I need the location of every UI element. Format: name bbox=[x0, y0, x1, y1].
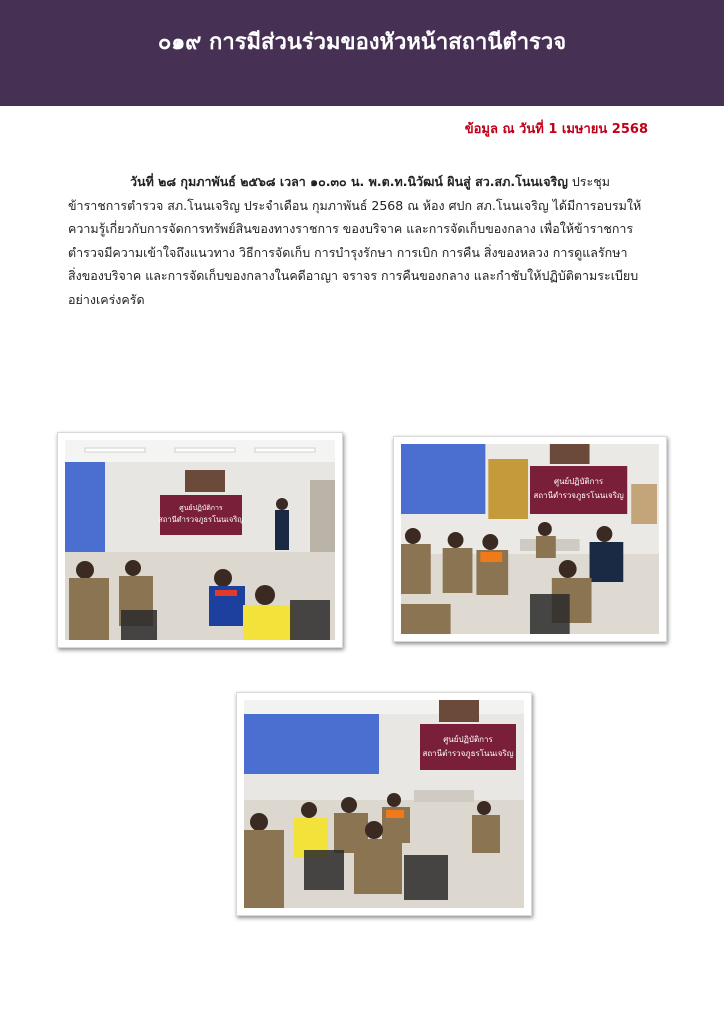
photo-2-sign-line1: ศูนย์ปฏิบัติการ bbox=[554, 476, 604, 487]
article-paragraph bbox=[68, 170, 658, 311]
meeting-photo-3 bbox=[236, 692, 532, 916]
photo-3-sign-line2: สถานีตำรวจภูธรโนนเจริญ bbox=[422, 749, 514, 758]
meeting-photo-1-image bbox=[65, 440, 335, 640]
meeting-photo-1 bbox=[57, 432, 343, 648]
photo-1-sign-line1: ศูนย์ปฏิบัติการ bbox=[179, 504, 223, 512]
photo-1-sign-line2: สถานีตำรวจภูธรโนนเจริญ bbox=[158, 515, 244, 524]
meeting-photo-2-image bbox=[401, 444, 659, 634]
meeting-photo-2 bbox=[393, 436, 667, 642]
data-date-note: ข้อมูล ณ วันที่ 1 เมษายน 2568 bbox=[464, 122, 648, 137]
article-lead: วันที่ ๒๘ กุมภาพันธ์ ๒๕๖๘ เวลา ๑๐.๓๐ น. พ.ต.ท.นิวัฒน์ ผินสู่ สว.สภ.โนนเจริญ bbox=[130, 174, 568, 189]
page-title: ๐๑๙ การมีส่วนร่วมของหัวหน้าสถานีตำรวจ bbox=[157, 30, 567, 55]
article-text: ประชุมข้าราชการตำรวจ สภ.โนนเจริญ ประจำเดือน กุมภาพันธ์ 2568 ณ ห้อง ศปก สภ.โนนเจริญ ได้มีการอบรมให้ความรู้เกี่ยวกับการจัดการทรัพย์สินของทางราชการ ของบริจาค และการจัดเก็บของกลาง เพื่อให้ข้าราชการตำรวจมีความเข้าใจถึงแนวทาง วิธีการจัดเก็บ การบำรุงรักษา การเบิก การคืน สิ่งของหลวง การดูแลรักษาสิ่งของบริจาค และการจัดเก็บของกลางในคดีอาญา จราจร การคืนของกลาง และกำชับให้ปฏิบัติตามระเบียบอย่างเคร่งครัด bbox=[68, 174, 642, 307]
photo-2-sign-line2: สถานีตำรวจภูธรโนนเจริญ bbox=[533, 490, 624, 501]
header-banner bbox=[0, 0, 724, 106]
photo-3-sign-line1: ศูนย์ปฏิบัติการ bbox=[443, 735, 493, 744]
article-body bbox=[68, 170, 658, 311]
meeting-photo-3-image bbox=[244, 700, 524, 908]
